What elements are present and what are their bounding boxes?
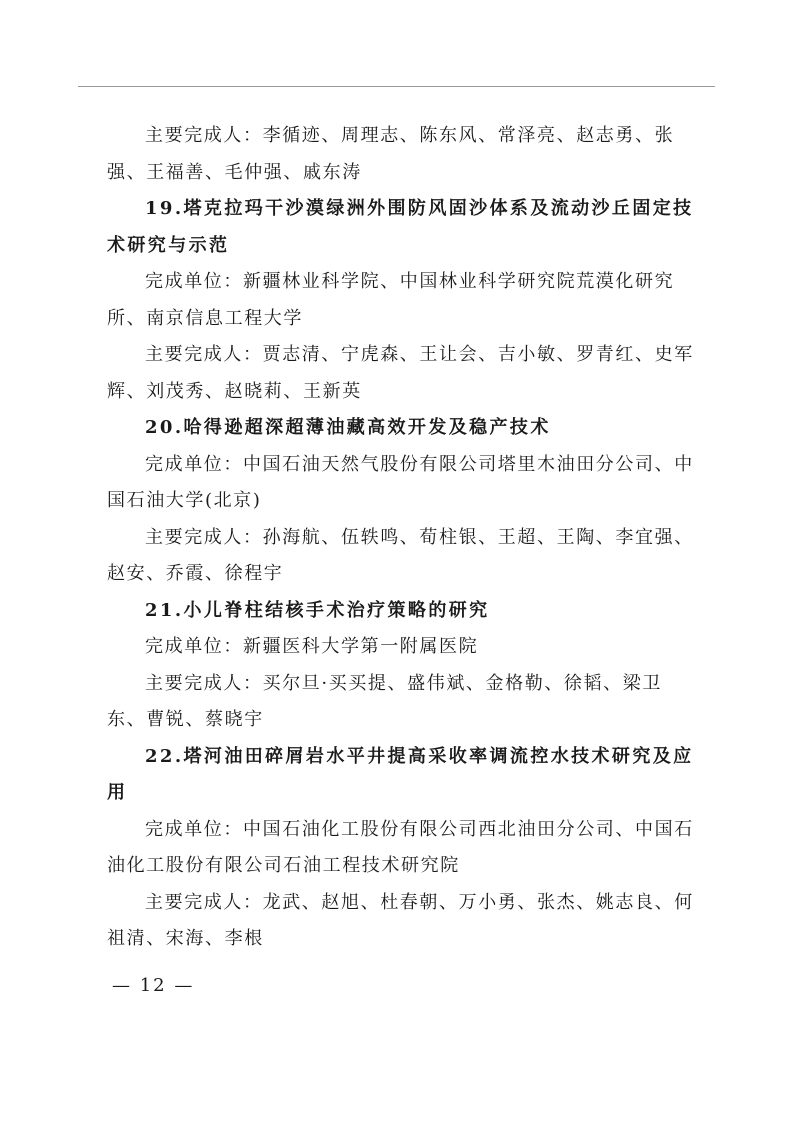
project-title: 19.塔克拉玛干沙漠绿洲外围防风固沙体系及流动沙丘固定技术研究与示范 xyxy=(107,198,694,256)
header-rule xyxy=(78,86,715,87)
persons-paragraph: 主要完成人：李循迹、周理志、陈东风、常泽亮、赵志勇、张强、王福善、毛仲强、戚东涛 xyxy=(107,125,675,183)
project-title: 21.小儿脊柱结核手术治疗策略的研究 xyxy=(145,599,490,621)
document-body xyxy=(107,118,697,958)
persons-paragraph: 主要完成人：孙海航、伍轶鸣、荀柱银、王超、王陶、李宜强、赵安、乔霞、徐程宇 xyxy=(107,526,694,584)
persons-paragraph: 主要完成人：买尔旦·买买提、盛伟斌、金格勒、徐韬、梁卫东、曹锐、蔡晓宇 xyxy=(107,672,662,730)
persons-paragraph: 主要完成人：贾志清、宁虎森、王让会、吉小敏、罗青红、史军辉、刘茂秀、赵晓莉、王新英 xyxy=(107,344,694,402)
units-paragraph: 完成单位：新疆林业科学院、中国林业科学研究院荒漠化研究所、南京信息工程大学 xyxy=(107,271,675,329)
units-paragraph: 完成单位：新疆医科大学第一附属医院 xyxy=(145,636,479,657)
units-paragraph: 完成单位：中国石油天然气股份有限公司塔里木油田分公司、中国石油大学(北京) xyxy=(107,453,694,511)
units-paragraph: 完成单位：中国石油化工股份有限公司西北油田分公司、中国石油化工股份有限公司石油工程技术研究院 xyxy=(107,818,694,876)
persons-paragraph: 主要完成人：龙武、赵旭、杜春朝、万小勇、张杰、姚志良、何祖清、宋海、李根 xyxy=(107,891,694,949)
project-title: 20.哈得逊超深超薄油藏高效开发及稳产技术 xyxy=(145,417,551,438)
page-number: — 12 — xyxy=(112,975,195,996)
project-title: 22.塔河油田碎屑岩水平井提高采收率调流控水技术研究及应用 xyxy=(107,745,694,803)
